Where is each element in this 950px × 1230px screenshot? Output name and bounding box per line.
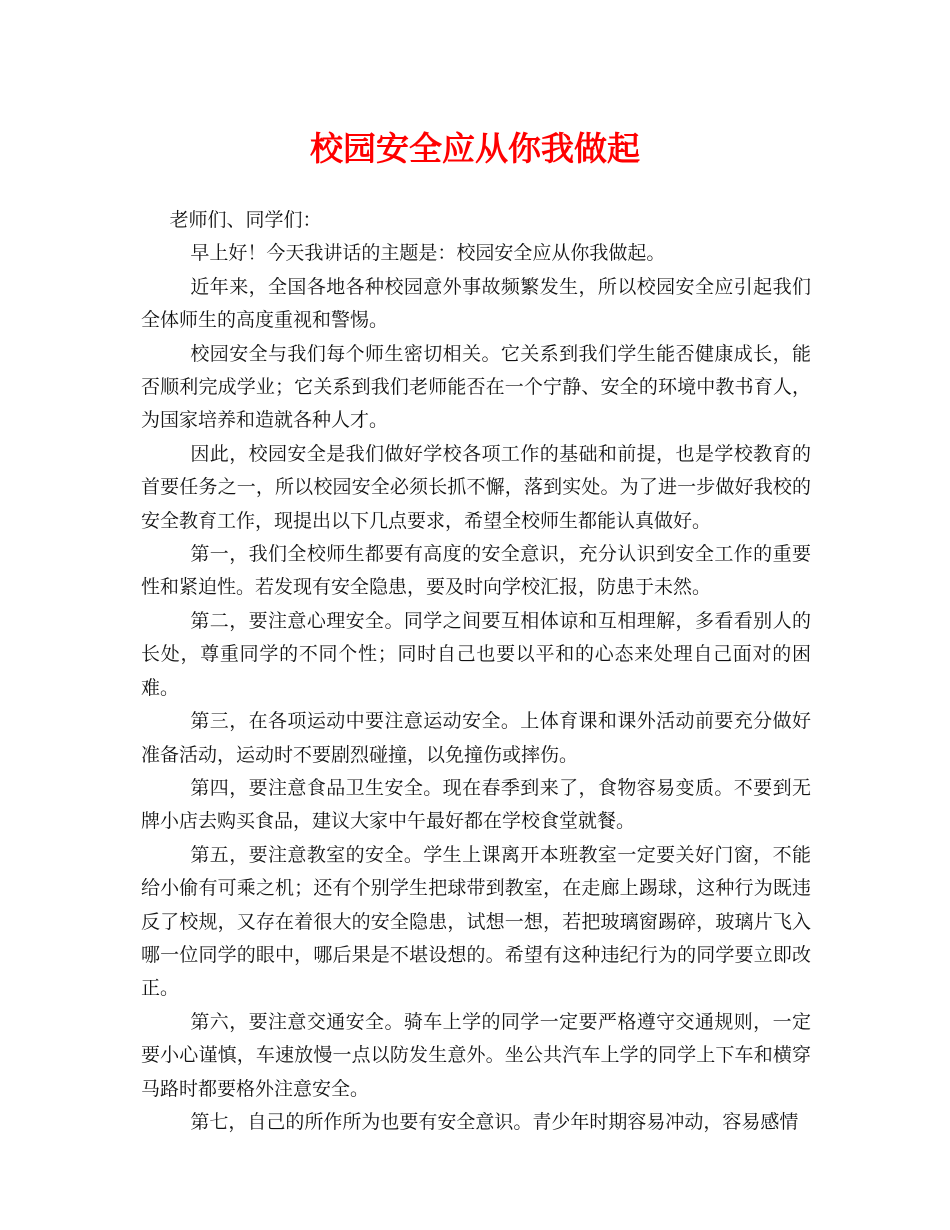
paragraph-salutation: 老师们、同学们： [169, 209, 322, 231]
paragraph: 因此，校园安全是我们做好学校各项工作的基础和前提，也是学校教育的首要任务之一，所以校园安全必须长抓不懈，落到实处。为了进一步做好我校的安全教育工作，现提出以下几点要求，希望全校师生都能认真做好。 [141, 442, 811, 532]
document-title: 校园安全应从你我做起 [310, 129, 640, 168]
paragraph: 第五，要注意教室的安全。学生上课离开本班教室一定要关好门窗，不能给小偷有可乘之机；还有个别学生把球带到教室，在走廊上踢球，这种行为既违反了校规，又存在着很大的安全隐患，试想一想，若把玻璃窗踢碎，玻璃片飞入哪一位同学的眼中，哪后果是不堪设想的。希望有这种违纪行为的同学要立即改正。 [141, 843, 811, 1000]
paragraph: 近年来，全国各地各种校园意外事故频繁发生，所以校园安全应引起我们全体师生的高度重视和警惕。 [141, 275, 811, 332]
paragraph: 第七，自己的所作所为也要有安全意识。青少年时期容易冲动，容易感情 [190, 1110, 799, 1133]
paragraph: 第二，要注意心理安全。同学之间要互相体谅和互相理解，多看看别人的长处，尊重同学的不同个性；同时自己也要以平和的心态来处理自己面对的困难。 [141, 609, 811, 699]
paragraph: 校园安全与我们每个师生密切相关。它关系到我们学生能否健康成长，能否顺利完成学业；它关系到我们老师能否在一个宁静、安全的环境中教书育人，为国家培养和造就各种人才。 [141, 342, 811, 432]
paragraph: 第六，要注意交通安全。骑车上学的同学一定要严格遵守交通规则，一定要小心谨慎，车速放慢一点以防发生意外。坐公共汽车上学的同学上下车和横穿马路时都要格外注意安全。 [141, 1010, 811, 1100]
paragraph: 第三，在各项运动中要注意运动安全。上体育课和课外活动前要充分做好准备活动，运动时不要剧烈碰撞，以免撞伤或摔伤。 [141, 710, 811, 766]
paragraph: 早上好！今天我讲话的主题是：校园安全应从你我做起。 [190, 242, 666, 265]
paragraph: 第一，我们全校师生都要有高度的安全意识，充分认识到安全工作的重要性和紧迫性。若发现有安全隐患，要及时向学校汇报，防患于未然。 [141, 543, 811, 599]
document-body [141, 204, 811, 1139]
paragraph: 第四，要注意食品卫生安全。现在春季到来了，食物容易变质。不要到无牌小店去购买食品，建议大家中午最好都在学校食堂就餐。 [141, 776, 811, 833]
